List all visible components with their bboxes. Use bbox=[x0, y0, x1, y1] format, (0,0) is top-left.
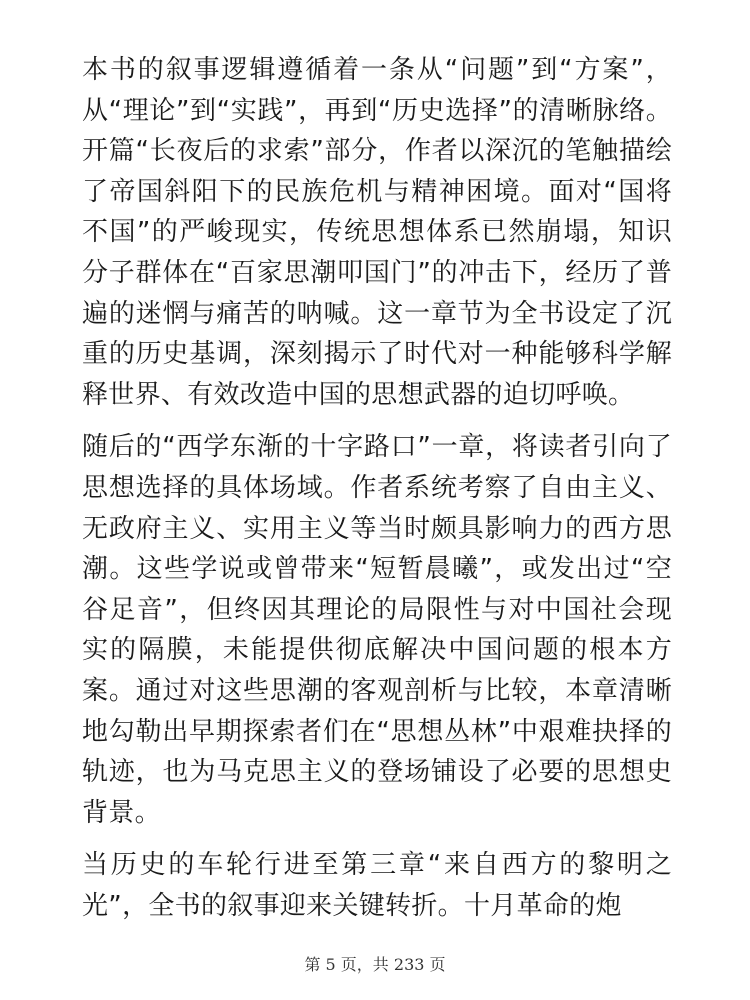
body-text bbox=[82, 50, 672, 938]
paragraph-3: 当历史的车轮行进至第三章“来自西方的黎明之光”，全书的叙事迎来关键转折。十月革命的炮 bbox=[82, 850, 672, 921]
paragraph-2: 随后的“西学东渐的十字路口”一章，将读者引向了思想选择的具体场域。作者系统考察了自由主义、无政府主义、实用主义等当时颇具影响力的西方思潮。这些学说或曾带来“短暂晨曦”，或发出过“空谷足音”，但终因其理论的局限性与对中国社会现实的隔膜，未能提供彻底解决中国问题的根本方案。通过对这些思潮的客观剖析与比较，本章清晰地勾勒出早期探索者们在“思想丛林”中艰难抉择的轨迹，也为马克思主义的登场铺设了必要的思想史背景。 bbox=[82, 432, 672, 828]
paragraph-1: 本书的叙事逻辑遵循着一条从“问题”到“方案”，从“理论”到“实践”，再到“历史选择”的清晰脉络。开篇“长夜后的求索”部分，作者以深沉的笔触描绘了帝国斜阳下的民族危机与精神困境。面对“国将不国”的严峻现实，传统思想体系已然崩塌，知识分子群体在“百家思潮叩国门”的冲击下，经历了普遍的迷惘与痛苦的呐喊。这一章节为全书设定了沉重的历史基调，深刻揭示了时代对一种能够科学解释世界、有效改造中国的思想武器的迫切呼唤。 bbox=[82, 55, 672, 410]
page-number-footer: 第 5 页，共 233 页 bbox=[304, 955, 446, 974]
